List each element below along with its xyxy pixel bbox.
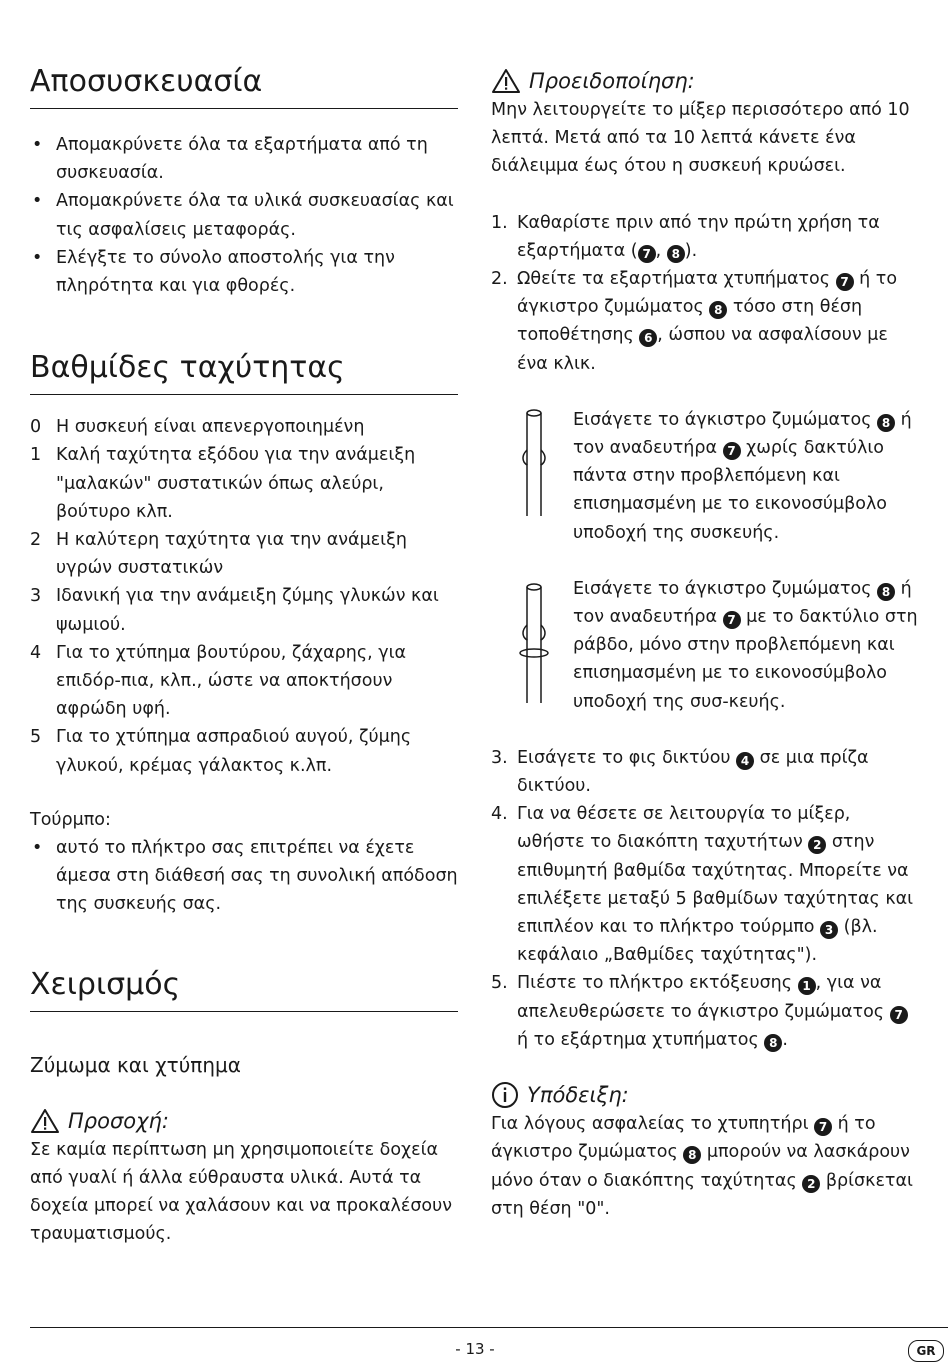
- list-item: 2 Η καλύτερη ταχύτητα για την ανάμειξη υγρών συστατικών: [30, 530, 407, 579]
- info-icon: [491, 1081, 519, 1109]
- warning-title: Προειδοποίηση:: [529, 69, 695, 93]
- section-title-speeds: Βαθμίδες ταχύτητας: [30, 348, 458, 395]
- list-item: 5 Για το χτύπημα ασπραδιού αυγού, ζύμης γλυκού, κρέμας γάλακτος κ.λπ.: [30, 727, 412, 776]
- step-2: 2. Ωθείτε τα εξαρτήματα χτυπήματος 7 ή το άγκιστρο ζυμώματος 8 τόσο στη θέση τοποθέτησης 6 , ώσπου να ασφαλίσουν με ένα κλικ.: [491, 269, 898, 374]
- turbo-label: Τούρμπο:: [30, 809, 111, 830]
- warning-triangle-icon: [491, 68, 521, 94]
- ref-badge: 7: [638, 245, 656, 263]
- ref-badge: 8: [683, 1146, 701, 1164]
- speed-list: [30, 413, 458, 780]
- list-item: • Απομακρύνετε όλα τα υλικά συσκευασίας και τις ασφαλίσεις μεταφοράς.: [30, 187, 458, 243]
- caution-text: Σε καμία περίπτωση μη χρησιμοποιείτε δοχεία από γυαλί ή άλλα εύθραυστα υλικά. Αυτά τα δοχεία μπορεί να χαλάσουν και να προκαλέσουν τραυματισμούς.: [30, 1139, 453, 1245]
- ref-badge: 8: [877, 583, 895, 601]
- section-title-operation: Χειρισμός: [30, 965, 458, 1012]
- ref-badge: 8: [709, 301, 727, 319]
- ref-badge: 8: [667, 245, 685, 263]
- caution-heading: [30, 1106, 458, 1136]
- step-4: 4. Για να θέσετε σε λειτουργία το μίξερ, ωθήστε το διακόπτη ταχυτήτων 2 στην επιθυμητή βαθμίδα ταχύτητας. Μπορείτε να επιλέξετε μεταξύ 5 βαθμίδων ταχύτητας και επιπλέον και το πλήκτρο τούρμπο 3 (βλ. κεφάλαιο „Βαθμίδες ταχύτητας").: [491, 804, 914, 966]
- list-item: 3 Ιδανική για την ανάμειξη ζύμης γλυκών και ψωμιού.: [30, 586, 439, 635]
- ref-badge: 7: [723, 442, 741, 460]
- warning-heading: [491, 66, 921, 96]
- list-item: • αυτό το πλήκτρο σας επιτρέπει να έχετε άμεσα στη διάθεσή σας τη συνολική απόδοση της συσκευής σας.: [30, 834, 458, 919]
- list-item: • Ελέγξτε το σύνολο αποστολής για την πληρότητα και για φθορές.: [30, 244, 458, 300]
- list-item: 4 Για το χτύπημα βουτύρου, ζάχαρης, για επιδόρ-πια, κλπ., ώστε να αποκτήσουν αφρώδη υφή.: [30, 642, 407, 720]
- hint-text: Για λόγους ασφαλείας το χτυπητήρι 7 ή το άγκιστρο ζυμώματος 8 μπορούν να λασκάρουν μόνο όταν ο διακόπτης ταχύτητας 2 βρίσκεται στη θέση "0".: [491, 1114, 913, 1219]
- ref-badge: 8: [764, 1034, 782, 1052]
- list-item: 1 Καλή ταχύτητα εξόδου για την ανάμειξη "μαλακών" συστατικών όπως αλεύρι, βούτυρο κλπ.: [30, 445, 416, 522]
- hint-heading: [491, 1080, 921, 1110]
- ref-badge: 8: [877, 414, 895, 432]
- figure-with-ring: [491, 575, 921, 716]
- step-5: 5. Πιέστε το πλήκτρο εκτόξευσης 1 , για να απελευθερώσετε το άγκιστρο ζυμώματος 7 ή το εξάρτημα χτυπήματος 8 .: [491, 969, 921, 1054]
- ref-badge: 7: [814, 1118, 832, 1136]
- beater-with-ring-icon: [491, 575, 551, 705]
- subsection-title: Ζύμωμα και χτύπημα: [30, 1052, 241, 1077]
- warning-triangle-icon: [30, 1108, 60, 1134]
- ref-badge: 7: [836, 273, 854, 291]
- ref-badge: 1: [798, 977, 816, 995]
- ref-badge: 2: [802, 1175, 820, 1193]
- list-item: 0 Η συσκευή είναι απενεργοποιημένη: [30, 417, 365, 438]
- step-1: 1. Καθαρίστε πριν από την πρώτη χρήση τα εξαρτήματα ( 7 , 8 ).: [491, 212, 880, 261]
- warning-text: Μην λειτουργείτε το μίξερ περισσότερο από 10 λεπτά. Μετά από τα 10 λεπτά κάνετε ένα διάλειμμα έως ότου η συσκευή κρυώσει.: [491, 100, 910, 177]
- steps-list-b: [491, 744, 921, 1054]
- ref-badge: 3: [820, 921, 838, 939]
- figure-text-1: Εισάγετε το άγκιστρο ζυμώματος 8 ή τον αναδευτήρα 7 χωρίς δακτύλιο πάντα στην προβλεπόμενη και επισημασμένη με το εικονοσύμβολο υποδοχή της συσκευής.: [573, 409, 912, 543]
- ref-badge: 2: [808, 836, 826, 854]
- ref-badge: 4: [736, 752, 754, 770]
- list-item: • Απομακρύνετε όλα τα εξαρτήματα από τη συσκευασία.: [30, 131, 458, 187]
- figure-text-2: Εισάγετε το άγκιστρο ζυμώματος 8 ή τον αναδευτήρα 7 με το δακτύλιο στη ράβδο, μόνο στην προβλεπόμενη και επισημασμένη με το εικονοσύμβολο υποδοχή της συσ-κευής.: [573, 578, 918, 712]
- beater-without-ring-icon: [491, 406, 551, 518]
- steps-list-a: [491, 209, 921, 378]
- footer-divider: [30, 1327, 948, 1328]
- ref-badge: 6: [639, 329, 657, 347]
- page-number: - 13 -: [455, 1340, 495, 1358]
- section-title-unpacking: Αποσυσκευασία: [30, 62, 458, 109]
- unpacking-list: [30, 131, 458, 300]
- step-3: 3. Εισάγετε το φις δικτύου 4 σε μια πρίζα δικτύου.: [491, 747, 869, 797]
- caution-title: Προσοχή:: [68, 1108, 169, 1133]
- right-column: [491, 62, 921, 1223]
- ref-badge: 7: [890, 1006, 908, 1024]
- turbo-list: [30, 834, 458, 919]
- ref-badge: 7: [723, 611, 741, 629]
- language-badge: GR: [908, 1340, 944, 1362]
- hint-title: Υπόδειξη:: [527, 1083, 629, 1108]
- left-column: [30, 62, 458, 1248]
- figure-without-ring: [491, 406, 921, 547]
